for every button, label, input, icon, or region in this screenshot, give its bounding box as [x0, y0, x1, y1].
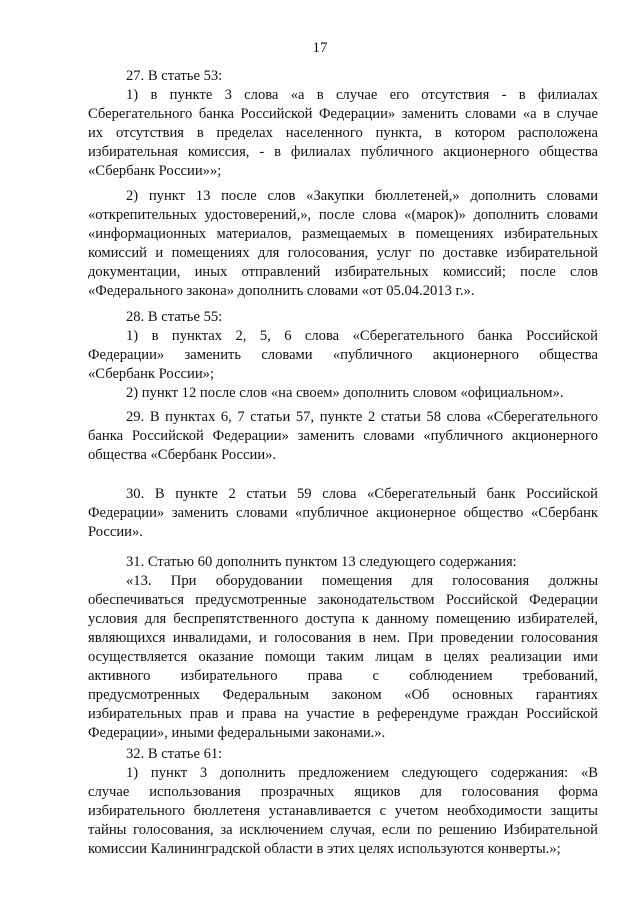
text-line: тайны голосования, за исключением случая, если по решению Избирательной — [88, 822, 598, 838]
text-line: комиссий и помещениях для голосования, услуг по доставке избирательной — [88, 245, 598, 261]
text-line: случае использования прозрачных ящиков для голосования форма — [88, 784, 598, 800]
text-line: 1) в пункте 3 слова «а в случае его отсутствия - в филиалах — [126, 87, 598, 103]
text-line: Федерации», иными федеральными законами.». — [88, 725, 386, 741]
paragraph-block — [88, 308, 598, 403]
text-line: России». — [88, 524, 143, 540]
text-line: документации, иных отправлений избирательных комиссий; после слов — [88, 264, 598, 280]
text-line: «Федерального закона» дополнить словами «от 05.04.2013 г.». — [88, 283, 475, 299]
text-line: избирательная комиссия, - в филиалах публичного акционерного общества — [88, 144, 598, 160]
text-line: банка Российской Федерации» заменить словами «публичного акционерного — [88, 428, 598, 444]
text-line: комиссии Калининградской области в этих целях используются конверты.»; — [88, 841, 561, 857]
text-line: 1) в пунктах 2, 5, 6 слова «Сберегательного банка Российской — [126, 328, 598, 344]
text-line: «Сбербанк России»; — [88, 366, 215, 382]
text-line: 2) пункт 13 после слов «Закупки бюллетеней,» дополнить словами — [126, 188, 598, 204]
paragraph-block — [88, 485, 598, 542]
text-line: 2) пункт 12 после слов «на своем» дополнить словом «официальном». — [126, 385, 564, 401]
text-line: 27. В статье 53: — [126, 68, 223, 84]
text-line: их отсутствия в пределах населенного пункта, в котором расположена — [88, 125, 598, 141]
text-line: осуществляется оказание помощи таким лицам в целях реализации ими — [88, 649, 598, 665]
text-line: 29. В пунктах 6, 7 статьи 57, пункте 2 статьи 58 слова «Сберегательного — [126, 409, 598, 425]
text-line: являющихся инвалидами, и голосования в нем. При проведении голосования — [88, 630, 598, 646]
text-line: Федерации» заменить словами «публичного акционерного общества — [88, 347, 598, 363]
text-line: «информационных материалов, размещаемых в помещениях избирательных — [88, 226, 598, 242]
paragraph-block — [88, 553, 598, 743]
text-line: условия для беспрепятственного доступа к данному помещению избирателей, — [88, 611, 598, 627]
text-line: активного избирательного права с соблюдением требований, — [88, 668, 598, 684]
paragraph-block — [88, 67, 598, 181]
text-line: «13. При оборудовании помещения для голосования должны — [126, 573, 598, 589]
text-line: обеспечиваться предусмотренные законодательством Российской Федерации — [88, 592, 598, 608]
paragraph-block — [88, 408, 598, 465]
text-line: 28. В статье 55: — [126, 309, 223, 325]
text-line: 30. В пункте 2 статьи 59 слова «Сберегательный банк Российской — [126, 486, 598, 502]
text-line: 31. Статью 60 дополнить пунктом 13 следующего содержания: — [126, 554, 517, 570]
text-line: Сберегательного банка Российской Федерации» заменить словами «а в случае — [88, 106, 598, 122]
paragraph-block — [88, 745, 598, 859]
text-line: Федерации» заменить словами «публичное акционерное общество «Сбербанк — [88, 505, 598, 521]
text-line: избирательного бюллетеня устанавливается с учетом необходимости защиты — [88, 803, 598, 819]
text-line: предусмотренных Федеральным законом «Об основных гарантиях — [88, 687, 598, 703]
paragraph-block — [88, 187, 598, 301]
text-line: «Сбербанк России»»; — [88, 163, 222, 179]
text-line: избирательных прав и права на участие в референдуме граждан Российской — [88, 706, 598, 722]
text-line: общества «Сбербанк России». — [88, 447, 277, 463]
text-line: «открепительных удостоверений,», после слова «(марок)» дополнить словами — [88, 207, 598, 223]
page-number: 17 — [312, 40, 328, 56]
text-line: 32. В статье 61: — [126, 746, 223, 762]
text-line: 1) пункт 3 дополнить предложением следующего содержания: «В — [126, 765, 598, 781]
